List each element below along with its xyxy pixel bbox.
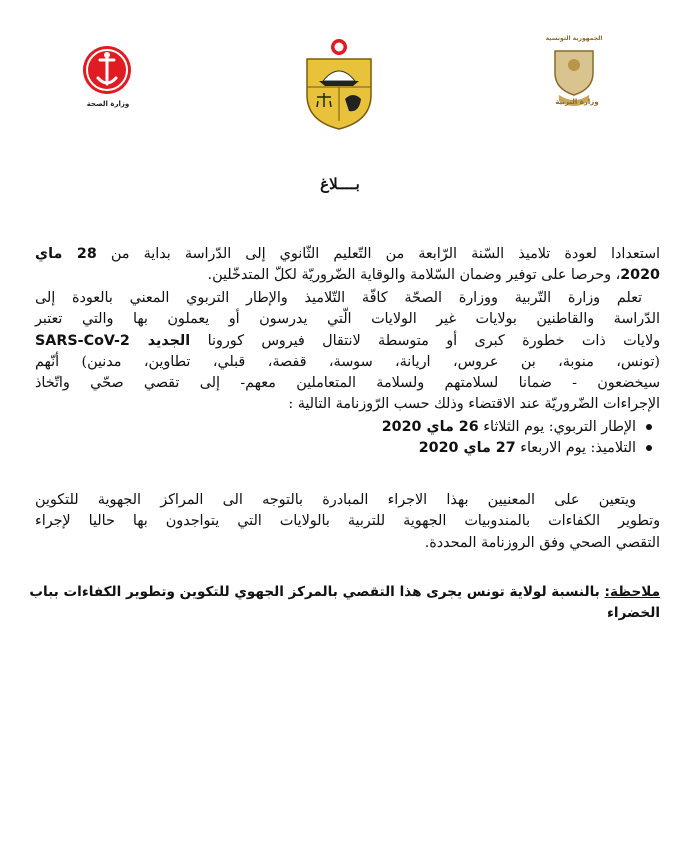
bullet-icon [646,445,652,451]
tunisia-coat-of-arms [301,37,377,131]
paragraph-intro [35,244,660,287]
paragraph-line: تعلم وزارة التّربية ووزارة الصحّة كافّة التّلاميذ والإطار التربوي المعني بالعودة إلى [35,290,642,306]
paragraph-line: وتطوير الكفاءات بالمندوبيات الجهوية للتربية بالولايات التي يتواجدون بها حاليا لإجراء [35,513,660,530]
schedule-list [35,417,660,459]
health-logo-caption: وزارة الصحة [86,100,130,108]
paragraph-line: سيخضعون - ضمانا لسلامتهم ولسلامة المتعاملين معهم- إلى تقصي صحّي واتّخاذ [35,375,660,392]
note-line: الخضراء [606,605,660,622]
paragraph-line: ويتعين على المعنيين بهذا الاجراء المبادرة بالتوجه الى المراكز الجهوية للتكوين [35,492,636,508]
bullet-icon [646,424,652,430]
paragraph-line: استعدادا لعودة تلاميذ السّنة الرّابعة من التّعليم الثّانوي إلى الدّراسة بداية من 28 ماي [35,246,660,262]
schedule-item: التلاميذ: يوم الاربعاء 27 ماي 2020 [35,438,660,459]
paragraph-line: ولايات ذات خطورة كبرى أو متوسطة لانتقال فيروس كورونا الجديد SARS-CoV-2 [35,332,660,349]
paragraph-line: التقصي الصحي وفق الروزنامة المحددة. [424,534,660,551]
education-logo-topline: الجمهورية التونسية [545,35,603,42]
paragraph-line: الإجراءات الضّروريّة عند الاقتضاء وذلك حسب الرّوزنامة التالية : [288,396,660,413]
education-logo-caption: وزارة التربية [555,98,599,106]
note [29,582,660,625]
paragraph-announcement [35,288,660,416]
schedule-item: الإطار التربوي: يوم الثلاثاء 26 ماي 2020 [35,417,660,438]
note-line: ملاحظة: بالنسبة لولاية تونس يجرى هذا التقصي بالمركز الجهوي للتكوين وتطوير الكفاءات بباب [29,584,660,600]
paragraph-line: الدّراسة والقاطنين بولايات غير الولايات الّتي يدرسون أو يعملون بها والتي تعتبر [35,311,660,328]
note-label: ملاحظة: [604,584,660,600]
paragraph-line: (تونس، منوبة، بن عروس، اريانة، سوسة، قفصة، قبلي، تطاوين، مدنين) أنّهم [35,353,660,370]
paragraph-line: 2020، وحرصا على توفير وضمان السّلامة والوقاية الضّروريّة لكلّ المتدخّلين. [207,267,660,284]
announcement-title: بــــلاغ [320,175,360,193]
paragraph-instructions [35,490,660,554]
